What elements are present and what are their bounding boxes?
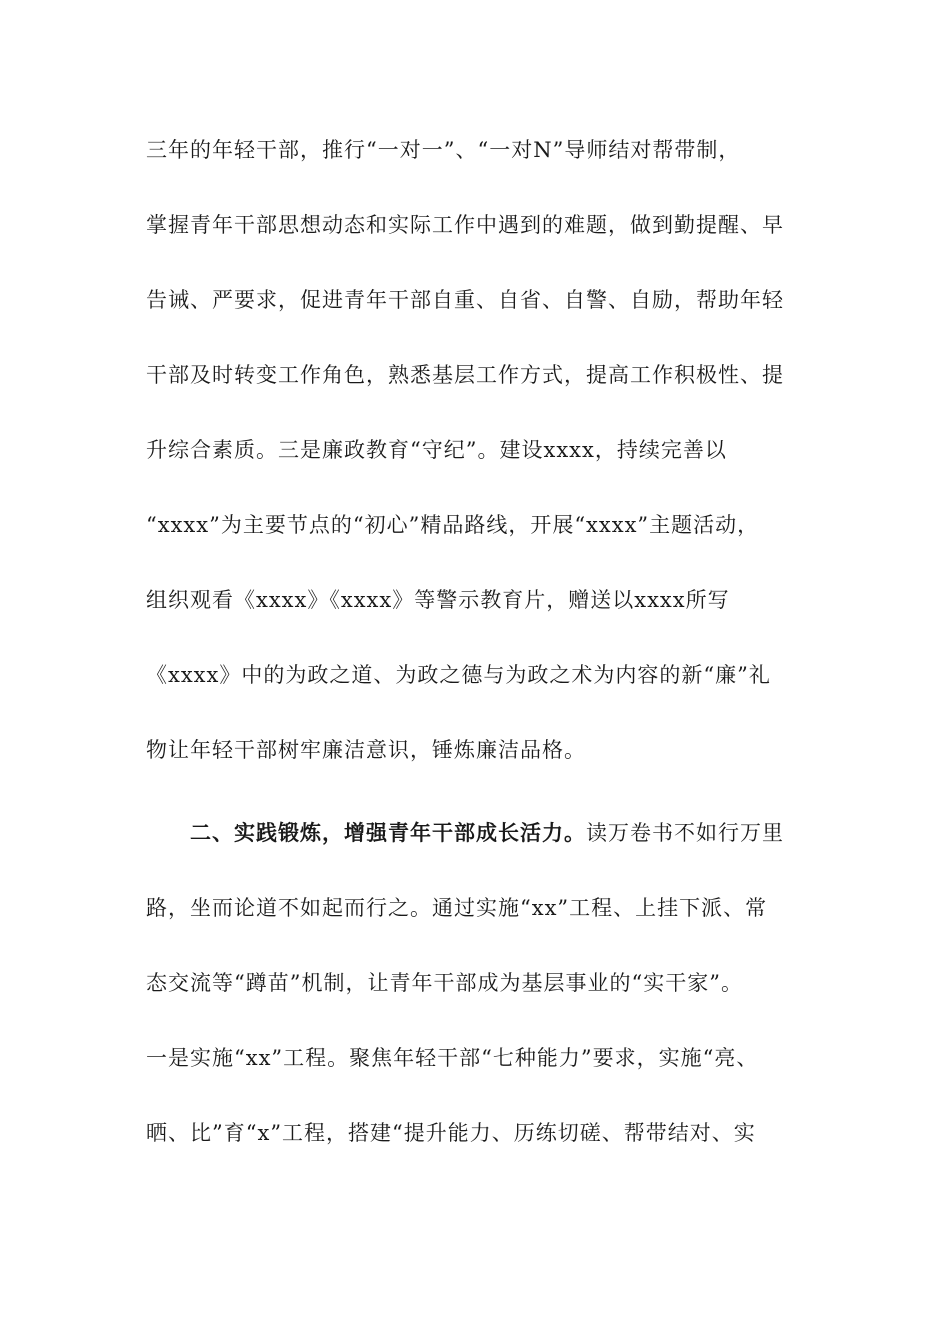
paragraph-line: 组织观看《xxxx》《xxxx》等警示教育片，赠送以xxxx所写	[146, 588, 730, 612]
paragraph-line: 告诫、严要求，促进青年干部自重、自省、自警、自励，帮助年轻	[146, 288, 784, 312]
paragraph-line: 物让年轻干部树牢廉洁意识，锤炼廉洁品格。	[146, 738, 586, 762]
paragraph-line: 《xxxx》中的为政之道、为政之德与为政之术为内容的新“廉”礼	[146, 663, 771, 687]
paragraph-line: 干部及时转变工作角色，熟悉基层工作方式，提高工作积极性、提	[146, 363, 784, 387]
section-heading-tail: 读万卷书不如行万里	[586, 821, 784, 845]
paragraph-line: 掌握青年干部思想动态和实际工作中遇到的难题，做到勤提醒、早	[146, 213, 784, 237]
paragraph-line: 路，坐而论道不如起而行之。通过实施“xx”工程、上挂下派、常	[146, 896, 768, 920]
paragraph-line: 升综合素质。三是廉政教育“守纪”。建设xxxx，持续完善以	[146, 438, 727, 462]
paragraph-line: “xxxx”为主要节点的“初心”精品路线，开展“xxxx”主题活动，	[146, 513, 760, 537]
paragraph-line: 一是实施“xx”工程。聚焦年轻干部“七种能力”要求，实施“亮、	[146, 1046, 759, 1070]
section-heading: 二、实践锻炼，增强青年干部成长活力。	[190, 820, 586, 845]
paragraph-line: 态交流等“蹲苗”机制，让青年干部成为基层事业的“实干家”。	[146, 971, 743, 995]
section-heading-line	[190, 818, 784, 848]
paragraph-line: 三年的年轻干部，推行“一对一”、“一对N”导师结对帮带制，	[146, 138, 741, 162]
paragraph-line: 晒、比”育“x”工程，搭建“提升能力、历练切磋、帮带结对、实	[146, 1121, 756, 1145]
